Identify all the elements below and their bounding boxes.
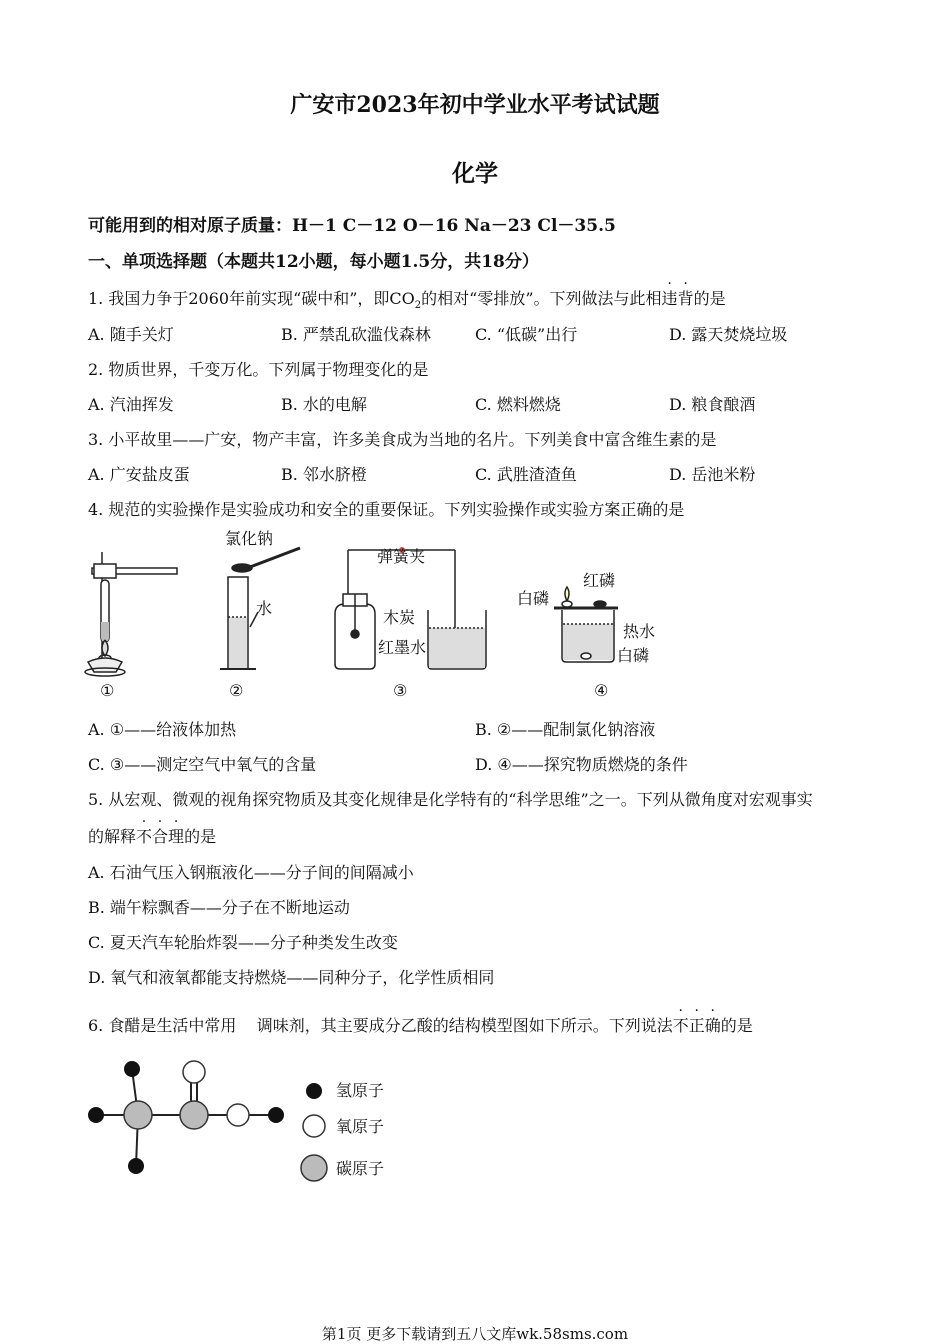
q5-option-d: D. 氧气和液氧都能支持燃烧——同种分子，化学性质相同	[88, 968, 495, 987]
legend-hydrogen-icon	[306, 1083, 322, 1099]
question-1-stem: 1. 我国力争于2060年前实现“碳中和”，即$CO_2$的相对“零排放”。下列做法与此相违背的是	[88, 289, 726, 312]
apparatus-1-test-tube-heating	[85, 552, 177, 676]
label-charcoal: 木炭	[383, 608, 416, 627]
question-4-stem: 4. 规范的实验操作是实验成功和安全的重要保证。下列实验操作或实验方案正确的是	[88, 500, 685, 519]
label-apparatus-4: ④	[594, 681, 609, 700]
q4-option-b: B. ②——配制氯化钠溶液	[475, 720, 656, 739]
hydrogen-atom	[268, 1107, 284, 1123]
legend-hydrogen-label: 氢原子	[336, 1081, 385, 1100]
q5-option-c: C. 夏天汽车轮胎炸裂——分子种类发生改变	[88, 933, 398, 952]
label-water: 水	[256, 599, 273, 618]
q3-option-d: D. 岳池米粉	[669, 465, 756, 484]
acetic-acid-model	[80, 1050, 420, 1190]
question-5-stem-line2: 的解释不合理的是	[88, 827, 217, 846]
hydrogen-atom	[128, 1158, 144, 1174]
label-hot-water: 热水	[623, 622, 656, 641]
q4-option-a: A. ①——给液体加热	[88, 720, 237, 739]
carbon-atom	[124, 1101, 152, 1129]
label-nacl: 氯化钠	[225, 529, 274, 548]
q5-option-a: A. 石油气压入钢瓶液化——分子间的间隔减小	[88, 863, 414, 882]
q3-option-b: B. 邻水脐橙	[281, 465, 367, 484]
hydrogen-atom	[88, 1107, 104, 1123]
legend-carbon-label: 碳原子	[336, 1159, 385, 1178]
q3-option-c: C. 武胜渣渣鱼	[475, 465, 577, 484]
q1-option-a: A. 随手关灯	[88, 325, 174, 344]
hydrogen-atom	[124, 1061, 140, 1077]
page-footer: 第1页 更多下载请到五八文库wk.58sms.com	[321, 1325, 629, 1343]
atomic-masses: 可能用到的相对原子质量：H－1 C－12 O－16 Na－23 Cl－35.5	[88, 216, 616, 236]
apparatus-4-combustion-conditions	[554, 587, 618, 662]
q2-option-d: D. 粮食酿酒	[669, 395, 756, 414]
page-title: 广安市2023年初中学业水平考试试题	[290, 92, 660, 118]
question-2-stem: 2. 物质世界，千变万化。下列属于物理变化的是	[88, 360, 429, 379]
lab-apparatus-figure	[80, 522, 680, 707]
oxygen-atom	[227, 1104, 249, 1126]
subject-title: 化学	[452, 160, 498, 187]
q1-option-c: C. “低碳”出行	[475, 325, 578, 344]
q2-option-b: B. 水的电解	[281, 395, 367, 414]
q4-option-d: D. ④——探究物质燃烧的条件	[475, 755, 688, 774]
label-red-phosphorus: 红磷	[583, 571, 616, 590]
label-white-phosphorus-bottom: 白磷	[617, 646, 650, 665]
q1-option-d: D. 露天焚烧垃圾	[669, 325, 788, 344]
oxygen-atom	[183, 1061, 205, 1083]
q1-option-b: B. 严禁乱砍滥伐森林	[281, 325, 431, 344]
question-3-stem: 3. 小平故里——广安，物产丰富，许多美食成为当地的名片。下列美食中富含维生素的是	[88, 430, 717, 449]
section-heading: 一、单项选择题（本题共12小题，每小题1.5分，共18分）	[88, 252, 539, 272]
legend-carbon-icon	[301, 1155, 327, 1181]
label-red-ink: 红墨水	[378, 638, 427, 657]
q5-option-b: B. 端午粽飘香——分子在不断地运动	[88, 898, 350, 917]
label-apparatus-2: ②	[229, 681, 244, 700]
q2-option-c: C. 燃料燃烧	[475, 395, 561, 414]
legend-oxygen-icon	[303, 1115, 325, 1137]
label-white-phosphorus-top: 白磷	[517, 589, 550, 608]
question-6-stem: 6. 食醋是生活中常用 调味剂，其主要成分乙酸的结构模型图如下所示。下列说法不正确的是	[88, 1016, 753, 1035]
carbon-atom	[180, 1101, 208, 1129]
question-5-stem-line1: 5. 从宏观、微观的视角探究物质及其变化规律是化学特有的“科学思维”之一。下列从微角度对宏观事实	[88, 790, 813, 809]
q3-option-a: A. 广安盐皮蛋	[88, 465, 190, 484]
legend-oxygen-label: 氧原子	[336, 1117, 385, 1136]
label-apparatus-1: ①	[100, 681, 115, 700]
q2-option-a: A. 汽油挥发	[88, 395, 174, 414]
q4-option-c: C. ③——测定空气中氧气的含量	[88, 755, 317, 774]
label-apparatus-3: ③	[393, 681, 408, 700]
label-spring-clip: 弹簧夹	[377, 547, 426, 566]
